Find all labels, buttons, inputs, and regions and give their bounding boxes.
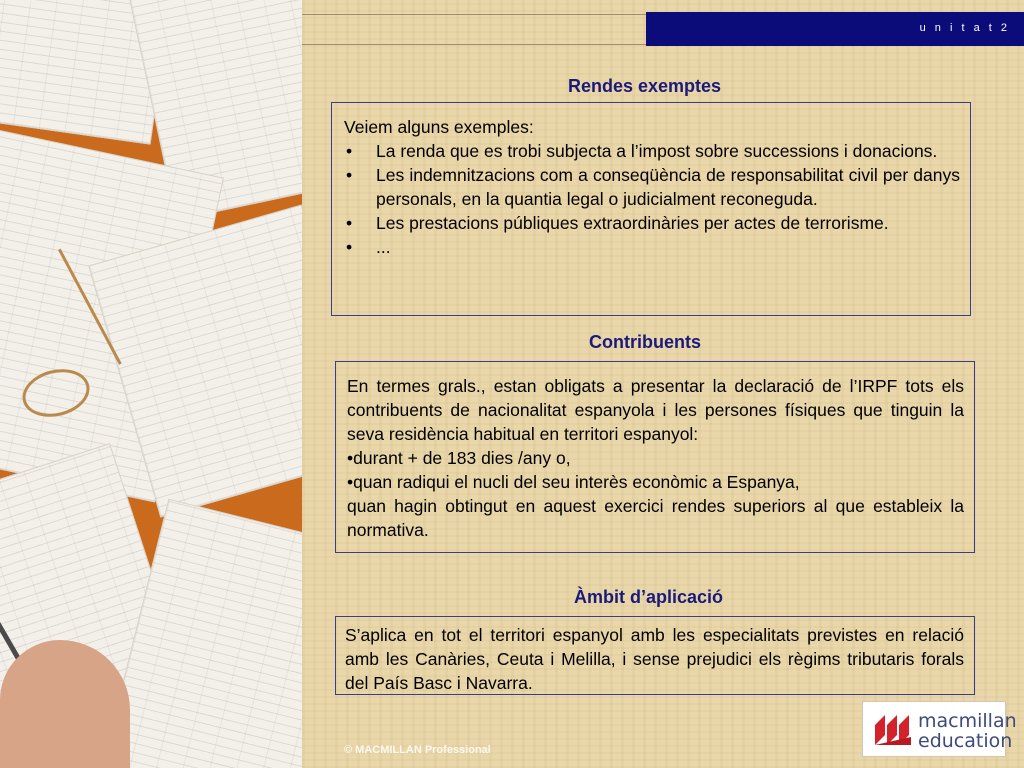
decorative-photo: [0, 0, 302, 768]
header-bar: [646, 12, 1024, 46]
macmillan-logo: [862, 701, 1017, 757]
section-title-ambit-aplicacio: Àmbit d’aplicació: [574, 587, 724, 607]
paragraph: quan hagin obtingut en aquest exercici rendes superiors al que estableix la normativa.: [347, 496, 964, 540]
examples-list: [344, 139, 960, 259]
bullet-icon: •: [346, 165, 353, 185]
ambit-aplicacio-box: [335, 616, 975, 695]
paragraph: S’aplica en tot el territori espanyol amb les especialitats previstes en relació amb les Canàries, Ceuta i Melilla, i sense prejudici els règims tributaris forals del País Basc i Navarra.: [345, 625, 964, 693]
paragraph: En termes grals., estan obligats a presentar la declaració de l’IRPF tots els contribuents de nacionalitat espanyola i les persones físiques que tinguin la seva residència habitual en territori espanyol:: [347, 376, 964, 444]
list-item: • Les prestacions públiques extraordinàries per actes de terrorisme.: [346, 213, 889, 233]
intro-text: Veiem alguns exemples:: [344, 117, 534, 137]
list-item: • Les indemnitzacions com a conseqüència de responsabilitat civil per danys personals, en la quantia legal o judicialment reconeguda.: [346, 165, 960, 209]
list-item: • ...: [346, 237, 391, 257]
logo-text: macmillan: [918, 710, 1017, 732]
bullet-icon: •: [346, 237, 353, 257]
unit-label: u n i t a t 2: [919, 22, 1010, 34]
section-title-rendes-exemptes: Rendes exemptes: [568, 76, 722, 96]
logo-text: education: [918, 730, 1013, 752]
header-divider: [302, 44, 646, 45]
rendes-exemptes-box: [331, 102, 971, 316]
paragraph: •durant + de 183 dies /any o,: [347, 448, 571, 468]
bullet-icon: •: [346, 213, 353, 233]
section-title-contribuents: Contribuents: [589, 332, 701, 352]
list-item: • La renda que es trobi subjecta a l’impost sobre successions i donacions.: [346, 141, 938, 161]
header-divider: [302, 14, 646, 15]
bullet-icon: •: [346, 141, 353, 161]
contribuents-box: [335, 361, 975, 553]
paragraph: •quan radiqui el nucli del seu interès econòmic a Espanya,: [347, 472, 800, 492]
macmillan-logo-icon: [873, 711, 913, 747]
copyright-text: © MACMILLAN Professional: [344, 744, 491, 756]
